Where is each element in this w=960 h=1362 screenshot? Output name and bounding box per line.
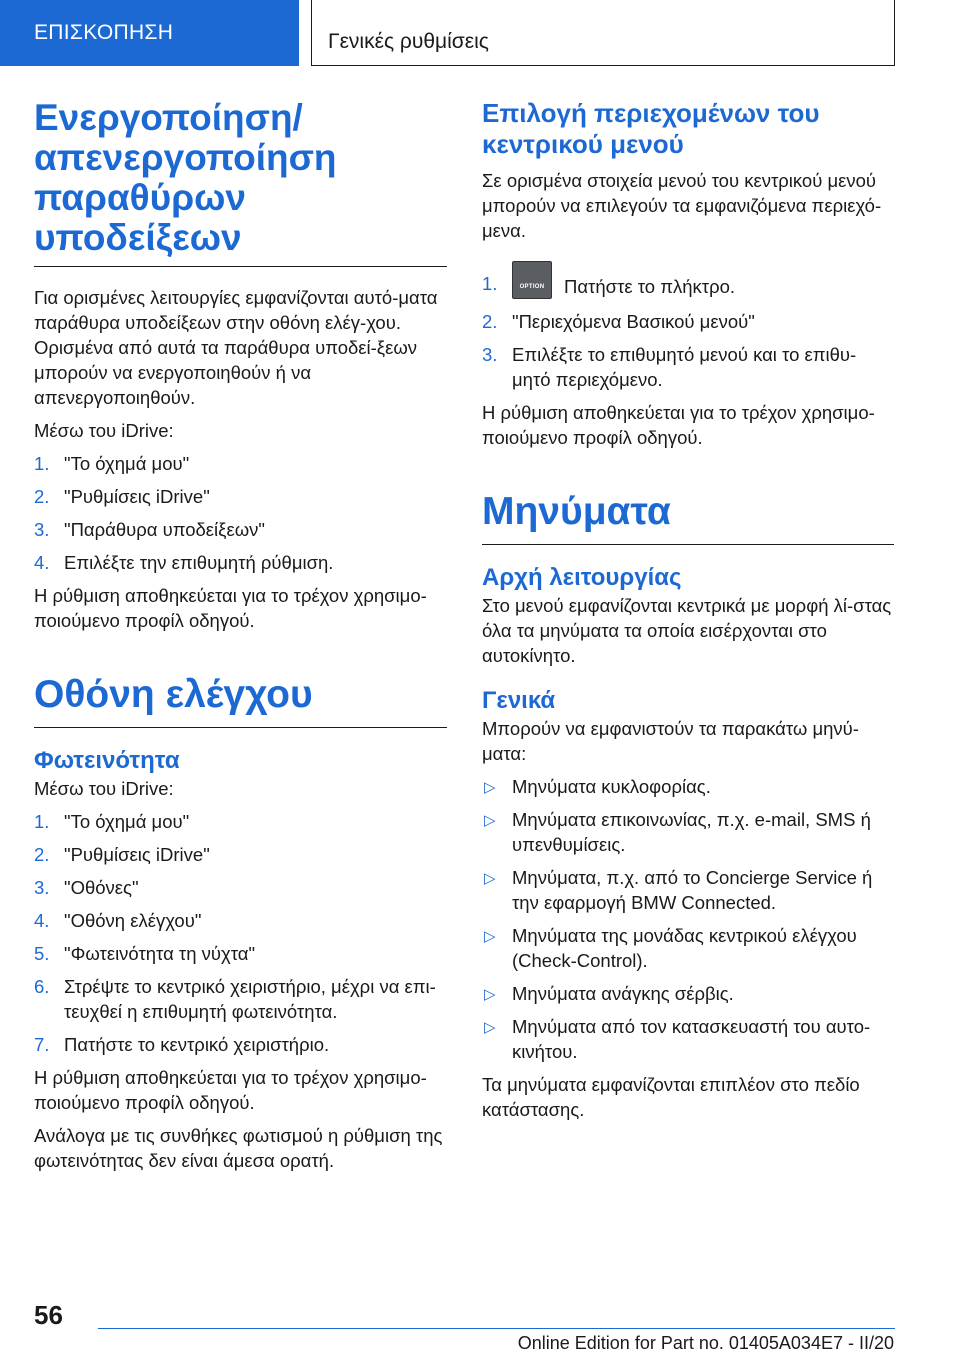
heading-main-menu-contents: Επιλογή περιεχομένων του κεντρικού μενού [482, 98, 820, 159]
paragraph-saved-2: Η ρύθμιση αποθηκεύεται για το τρέχον χρησιμο-ποιούμενο προφίλ οδηγού. [34, 1067, 427, 1113]
paragraph-via-idrive: Μέσω του iDrive: [34, 420, 174, 441]
list-item: 5. "Φωτεινότητα τη νύχτα" [34, 943, 256, 964]
list-item: 4. Επιλέξτε την επιθυμητή ρύθμιση. [34, 552, 334, 573]
list-item: ▷ Μηνύματα της μονάδας κεντρικού ελέγχου (Check-Control). [484, 925, 857, 971]
list-item: 2. "Περιεχόμενα Βασικού μενού" [482, 311, 755, 332]
list-item: ▷ Μηνύματα, π.χ. από το Concierge Service ή την εφαρμογή BMW Connected. [484, 867, 873, 913]
footer-divider [98, 1328, 895, 1329]
paragraph-outro: Τα μηνύματα εμφανίζονται επιπλέον στο πεδίο κατάστασης. [482, 1074, 860, 1120]
triangle-bullet-icon: ▷ [484, 928, 496, 945]
list-item: 3. Επιλέξτε το επιθυμητό μενού και το επιθυ-μητό περιεχόμενο. [482, 344, 857, 390]
list-item: 2. "Ρυθμίσεις iDrive" [34, 486, 210, 507]
list-item: 1. "Το όχημά μου" [34, 811, 190, 832]
triangle-bullet-icon: ▷ [484, 986, 496, 1003]
triangle-bullet-icon: ▷ [484, 1019, 496, 1036]
list-item: ▷ Μηνύματα κυκλοφορίας. [482, 774, 894, 799]
list-item: 1. "Το όχημά μου" [34, 453, 190, 474]
list-item: 2. "Ρυθμίσεις iDrive" [34, 844, 210, 865]
bullets-messages [482, 774, 894, 1064]
list-item: 4. "Οθόνη ελέγχου" [34, 910, 202, 931]
option-button-icon: OPTION [512, 261, 552, 299]
list-item: 3. "Παράθυρα υποδείξεων" [34, 519, 265, 540]
triangle-bullet-icon: ▷ [484, 779, 496, 796]
paragraph-saved: Η ρύθμιση αποθηκεύεται για το τρέχον χρησιμο-ποιούμενο προφίλ οδηγού. [34, 585, 427, 631]
right-column [482, 98, 894, 1122]
triangle-bullet-icon: ▷ [484, 870, 496, 887]
heading-control-display: Οθόνη ελέγχου [34, 673, 447, 728]
section-tab: ΕΠΙΣΚΟΠΗΣΗ [0, 0, 299, 66]
paragraph-intro: Για ορισμένες λειτουργίες εμφανίζονται αυτό-ματα παράθυρα υποδείξεων στην οθόνη ελέγ-χου. Ορισμένα από αυτά τα παράθυρα υποδεί-ξεων μπορούν να ενεργοποιηθούν ή να απενεργοποιηθούν. [34, 287, 438, 408]
subsection-title: Γενικές ρυθμίσεις [311, 0, 895, 66]
heading-brightness: Φωτεινότητα [34, 747, 180, 774]
steps-list-brightness [34, 809, 447, 1057]
paragraph-note: Ανάλογα με τις συνθήκες φωτισμού η ρύθμιση της φωτεινότητας δεν είναι άμεσα ορατή. [34, 1125, 443, 1171]
list-item: ▷ Μηνύματα από τον κατασκευαστή του αυτο-κινήτου. [484, 1016, 871, 1062]
list-item: ▷ Μηνύματα ανάγκης σέρβις. [482, 981, 894, 1006]
heading-general: Γενικά [482, 687, 556, 714]
paragraph-menu-intro: Σε ορισμένα στοιχεία μενού του κεντρικού μενού μπορούν να επιλεγούν τα εμφανιζόμενα περιεχό-μενα. [482, 170, 882, 241]
left-column [34, 98, 447, 1173]
heading-messages: Μηνύματα [482, 490, 894, 545]
list-item: 3. "Οθόνες" [34, 877, 139, 898]
paragraph-via-idrive-2: Μέσω του iDrive: [34, 778, 174, 799]
heading-principle: Αρχή λειτουργίας [482, 564, 682, 591]
list-item: 7. Πατήστε το κεντρικό χειριστήριο. [34, 1034, 330, 1055]
steps-list-hints [34, 451, 447, 575]
page-number: 56 [34, 1300, 63, 1330]
paragraph-general: Μπορούν να εμφανιστούν τα παρακάτω μηνύ-ματα: [482, 718, 859, 764]
triangle-bullet-icon: ▷ [484, 812, 496, 829]
heading-hint-windows: Ενεργοποίηση/ απενεργοποίηση παραθύρων υποδείξεων [34, 98, 447, 267]
list-item: 6. Στρέψτε το κεντρικό χειριστήριο, μέχρι να επι-τευχθεί η επιθυμητή φωτεινότητα. [34, 976, 436, 1022]
list-item: ▷ Μηνύματα επικοινωνίας, π.χ. e-mail, SMS ή υπενθυμίσεις. [484, 809, 871, 855]
list-item: 1. OPTION Πατήστε το πλήκτρο. [482, 261, 894, 299]
footer-edition: Online Edition for Part no. 01405A034E7 - II/20 [517, 1333, 894, 1353]
steps-list-menu [482, 261, 894, 392]
paragraph-principle: Στο μενού εμφανίζονται κεντρικά με μορφή λί-στας όλα τα μηνύματα τα οποία εισέρχονται στο αυτοκίνητο. [482, 595, 892, 666]
paragraph-saved-right: Η ρύθμιση αποθηκεύεται για το τρέχον χρησιμο-ποιούμενο προφίλ οδηγού. [482, 402, 875, 448]
